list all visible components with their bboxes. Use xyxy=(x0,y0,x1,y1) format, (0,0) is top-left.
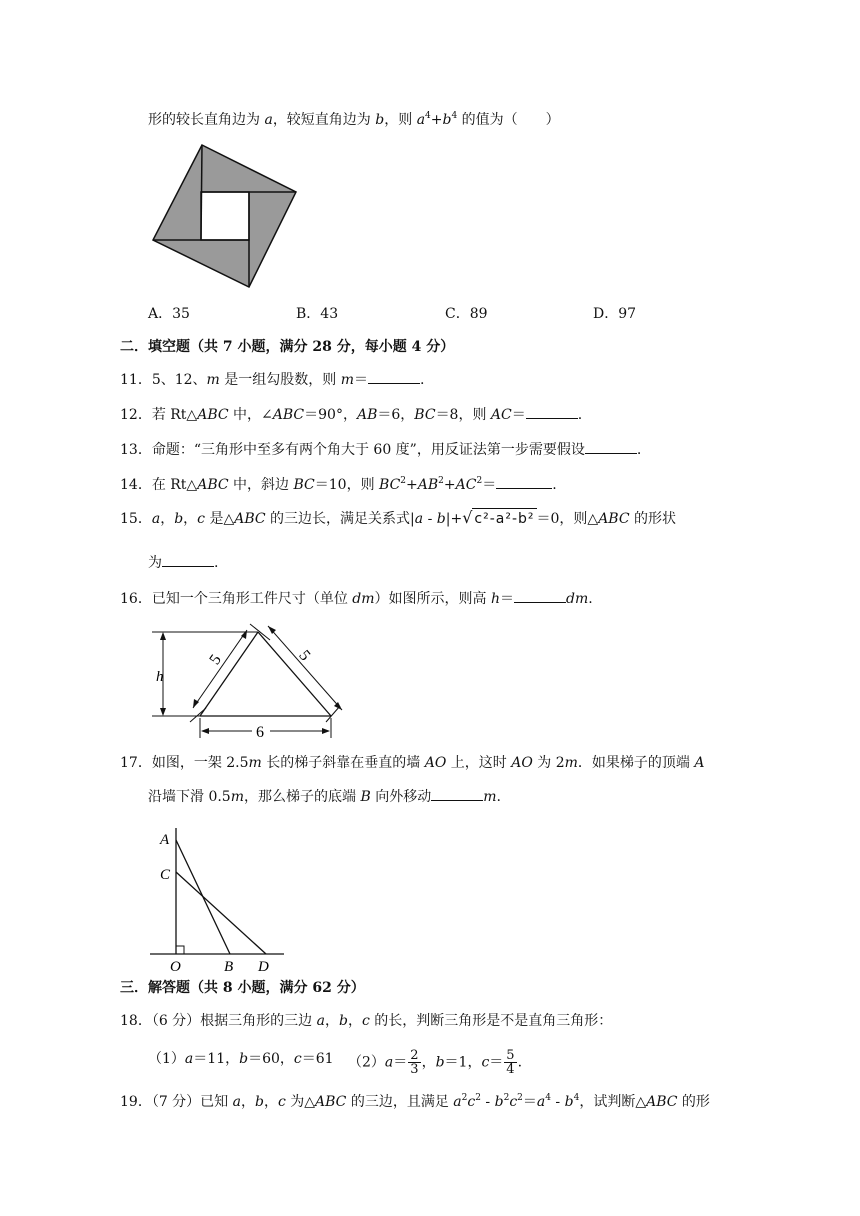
plus: + xyxy=(443,477,456,493)
var-ac: AC xyxy=(490,407,512,423)
q12-text: 12．若 Rt△ xyxy=(120,407,198,423)
tick-mark xyxy=(326,706,340,722)
var-abc: ABC xyxy=(646,1094,678,1110)
q10-text: ，较短直角边为 xyxy=(272,112,376,128)
var-b: b xyxy=(442,112,452,128)
answer-blank[interactable] xyxy=(368,369,420,384)
q18 xyxy=(120,1011,612,1031)
inner-square xyxy=(201,192,249,240)
q10-figure xyxy=(148,140,303,290)
exponent: 2 xyxy=(400,476,407,486)
unit-dm: dm xyxy=(566,591,589,607)
q12 xyxy=(120,404,582,425)
answer-blank[interactable] xyxy=(514,588,566,603)
var-a: a xyxy=(416,112,426,128)
arrow xyxy=(268,626,276,634)
ladder-cd xyxy=(176,872,266,954)
option-b: B．43 xyxy=(296,306,339,322)
q18-text: 的长，判断三角形是不是直角三角形： xyxy=(369,1013,613,1029)
left-dim xyxy=(193,630,247,708)
label-b: B xyxy=(224,959,234,974)
q17-text: 17．如图，一架 2.5 xyxy=(120,755,249,771)
var-b: b xyxy=(338,1013,348,1029)
exponent: 4 xyxy=(425,111,431,121)
answer-blank[interactable] xyxy=(526,404,578,419)
q17-text: 向外移动 xyxy=(370,789,432,805)
var-ao: AO xyxy=(511,755,533,771)
q18-part2 xyxy=(348,1049,522,1076)
label-o: O xyxy=(170,959,181,974)
label-c: C xyxy=(160,867,171,883)
unit-m: m xyxy=(564,755,578,771)
q12-text: ＝6， xyxy=(377,407,415,423)
base-label: 6 xyxy=(256,724,264,741)
comma: ， xyxy=(347,1013,362,1029)
q15-text: ＝0，则△ xyxy=(536,511,599,527)
var-a: a xyxy=(384,1054,394,1071)
unit-m: m xyxy=(230,789,244,805)
var-b: b xyxy=(436,511,446,527)
q17-text: ．如果梯子的顶端 xyxy=(577,755,695,771)
numerator: 5 xyxy=(506,1048,515,1063)
answer-blank[interactable] xyxy=(496,474,552,489)
q16 xyxy=(120,588,593,609)
q19-text: 的三边，且满足 xyxy=(346,1094,454,1110)
minus: - xyxy=(480,1094,495,1110)
right-label: 5 xyxy=(295,647,314,665)
option-c: C．89 xyxy=(445,306,488,322)
comma: ， xyxy=(240,1094,255,1110)
q12-text: ＝8，则 xyxy=(435,407,491,423)
q10-stem xyxy=(148,110,560,130)
q15-text: 15． xyxy=(120,511,152,527)
var-b: b xyxy=(174,511,184,527)
exponent: 2 xyxy=(476,476,483,486)
var-m: m xyxy=(206,372,220,388)
var-b: b xyxy=(564,1094,574,1110)
var-ab: AB xyxy=(356,407,378,423)
answer-blank[interactable] xyxy=(585,439,637,454)
var-c: c xyxy=(467,1094,476,1110)
q16-text: ＝ xyxy=(500,591,514,607)
var-a: a xyxy=(232,1094,241,1110)
tri-right xyxy=(258,632,331,716)
minus: - xyxy=(550,1094,565,1110)
q17-text: ，那么梯子的底端 xyxy=(244,789,361,805)
var-a: a xyxy=(536,1094,546,1110)
q12-text: 中，∠ xyxy=(228,407,273,423)
exponent: 4 xyxy=(573,1093,580,1103)
denominator: 3 xyxy=(410,1062,419,1077)
exponent: 4 xyxy=(545,1093,551,1103)
q15-text: 的形状 xyxy=(629,511,677,527)
numerator: 2 xyxy=(410,1048,419,1063)
var-bc: BC xyxy=(379,477,401,493)
q11 xyxy=(120,369,424,390)
q15 xyxy=(120,508,676,529)
fraction xyxy=(408,1049,420,1076)
q15-text: 为 xyxy=(148,555,162,571)
var-m: m xyxy=(340,372,355,388)
var-a: a xyxy=(264,112,273,128)
arrow-down xyxy=(160,708,166,716)
answer-blank[interactable] xyxy=(162,552,214,567)
var-b: b xyxy=(435,1054,445,1071)
part-label: （1） xyxy=(148,1051,185,1067)
value: ＝11， xyxy=(193,1051,240,1067)
var-abc: ABC xyxy=(315,1094,347,1110)
var-a: a xyxy=(184,1051,194,1067)
var-c: c xyxy=(293,1051,302,1067)
var-abc: ABC xyxy=(234,511,266,527)
var-c: c xyxy=(509,1094,518,1110)
comma: ， xyxy=(421,1054,436,1071)
var-b: b xyxy=(494,1094,504,1110)
q11-text: ＝ xyxy=(354,372,369,388)
q14-text: ＝10，则 xyxy=(314,477,380,493)
answer-blank[interactable] xyxy=(431,786,483,801)
q19-text: 的形 xyxy=(677,1094,710,1110)
exponent: 4 xyxy=(451,111,458,121)
value: ＝1， xyxy=(444,1054,482,1071)
var-abc: ABC xyxy=(272,407,305,423)
value: ＝60， xyxy=(248,1051,294,1067)
var-a: a xyxy=(151,511,161,527)
left-label: 5 xyxy=(206,651,225,668)
q11-text: 11．5、12、 xyxy=(120,372,207,388)
period: . xyxy=(636,442,642,458)
fraction xyxy=(504,1049,516,1076)
value: ＝61 xyxy=(301,1051,334,1067)
plus: + xyxy=(406,477,418,493)
q10-text: 形的较长直角边为 xyxy=(148,112,265,128)
period: . xyxy=(577,407,583,423)
right-dim xyxy=(268,626,342,710)
period: . xyxy=(517,1054,523,1071)
period: . xyxy=(496,789,501,805)
comma: ， xyxy=(263,1094,278,1110)
var-b: b xyxy=(254,1094,264,1110)
equals: ＝ xyxy=(393,1054,408,1071)
q12-text: ＝ xyxy=(511,407,526,423)
q15-line2 xyxy=(148,552,218,573)
q14-text: 14．在 Rt△ xyxy=(120,477,198,493)
q16-figure xyxy=(148,618,358,743)
section-3-heading: 三．解答题（共 8 小题，满分 62 分） xyxy=(120,980,365,996)
section-2-heading: 二．填空题（共 7 小题，满分 28 分，每小题 4 分） xyxy=(120,339,455,355)
label-a: A xyxy=(160,832,170,848)
exponent: 2 xyxy=(475,1093,481,1103)
tri-left xyxy=(200,632,258,716)
var-a: a xyxy=(453,1094,462,1110)
var-ao: AO xyxy=(424,755,447,771)
var-b-point: B xyxy=(360,789,371,805)
q19-text: ，试判断△ xyxy=(579,1094,647,1110)
q18-text: 18．（6 分）根据三角形的三边 xyxy=(120,1013,317,1029)
comma: ， xyxy=(324,1013,339,1029)
period: . xyxy=(588,591,593,607)
q10-text: 的值为（ ） xyxy=(457,112,560,128)
var-c: c xyxy=(361,1013,370,1029)
var-ab: AB xyxy=(417,477,439,493)
var-b: b xyxy=(375,112,385,128)
q14-text: ＝ xyxy=(482,477,497,493)
var-bc: BC xyxy=(414,407,436,423)
period: . xyxy=(420,372,425,388)
var-h: h xyxy=(490,591,500,607)
q17-figure xyxy=(148,822,288,974)
q19-text: 19．（7 分）已知 xyxy=(120,1094,233,1110)
var-bc: BC xyxy=(293,477,315,493)
q11-text: 是一组勾股数，则 xyxy=(219,372,341,388)
option-d: D．97 xyxy=(593,306,637,322)
q17-text: 上，这时 xyxy=(446,755,512,771)
var-ac: AC xyxy=(455,477,477,493)
comma: ， xyxy=(183,511,198,527)
q16-text: 16．已知一个三角形工件尺寸（单位 xyxy=(120,591,353,607)
tick-mark xyxy=(190,708,206,722)
var-a: a xyxy=(414,511,424,527)
q14-text: 中，斜边 xyxy=(228,477,294,493)
var-abc: ABC xyxy=(197,477,229,493)
var-a: a xyxy=(316,1013,325,1029)
q17-text: 为 2 xyxy=(532,755,565,771)
label-d: D xyxy=(258,959,269,974)
unit-m: m xyxy=(248,755,262,771)
q15-text: 的三边长，满足关系式| xyxy=(265,511,415,527)
var-b: b xyxy=(239,1051,249,1067)
q13 xyxy=(120,439,641,460)
exponent: 2 xyxy=(517,1093,523,1103)
equals: ＝ xyxy=(489,1054,504,1071)
unit-dm: dm xyxy=(352,591,375,607)
q17-text: 长的梯子斜靠在垂直的墙 xyxy=(261,755,425,771)
denominator: 4 xyxy=(506,1062,515,1077)
q12-text: ＝90°， xyxy=(304,407,357,423)
comma: ， xyxy=(160,511,175,527)
minus: - xyxy=(423,511,437,527)
option-a: A．35 xyxy=(148,306,190,322)
q17-line2 xyxy=(148,786,501,807)
var-c: c xyxy=(277,1094,286,1110)
q10-text: ，则 xyxy=(384,112,417,128)
exponent: 2 xyxy=(461,1093,468,1103)
period: . xyxy=(552,477,557,493)
q15-text: |+ xyxy=(445,511,463,527)
q19 xyxy=(120,1092,710,1112)
arrow-up xyxy=(160,632,166,640)
h-label: h xyxy=(156,669,164,685)
part-label: （2） xyxy=(348,1054,385,1071)
right-angle-mark xyxy=(176,946,184,954)
arrow xyxy=(201,728,209,734)
var-a-point: A xyxy=(694,755,705,771)
q13-text: 13．命题：“三角形中至多有两个角大于 60 度”，用反证法第一步需要假设 xyxy=(120,442,585,458)
var-c: c xyxy=(481,1054,490,1071)
q17 xyxy=(120,753,704,773)
exponent: 2 xyxy=(438,476,444,486)
q17-text: 沿墙下滑 0.5 xyxy=(148,789,231,805)
exponent: 2 xyxy=(503,1093,510,1103)
var-c: c xyxy=(197,511,205,527)
q18-part1 xyxy=(148,1049,334,1069)
period: . xyxy=(214,555,219,571)
q16-text: ）如图所示，则高 xyxy=(374,591,491,607)
q19-text: 为△ xyxy=(285,1094,316,1110)
plus: + xyxy=(430,112,443,128)
equals: ＝ xyxy=(522,1094,537,1110)
q14 xyxy=(120,474,557,495)
sqrt-sign: √ xyxy=(462,508,473,527)
var-abc: ABC xyxy=(197,407,229,423)
sqrt-radicand: c²-a²-b² xyxy=(472,508,536,529)
q15-text: 是△ xyxy=(205,511,235,527)
var-abc: ABC xyxy=(598,511,630,527)
arrow xyxy=(322,728,330,734)
unit-m: m xyxy=(483,789,497,805)
